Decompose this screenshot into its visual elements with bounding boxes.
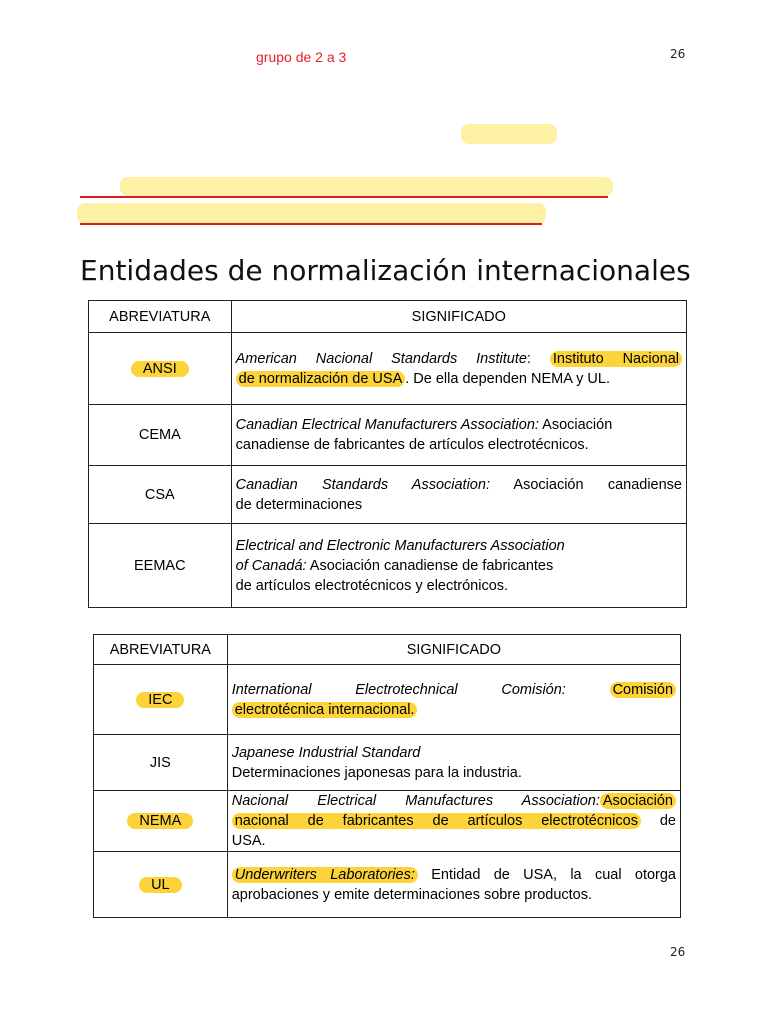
table-row xyxy=(89,524,687,608)
abbr-header: ABREVIATURA xyxy=(89,301,232,333)
table-header-row xyxy=(89,301,687,333)
table-row xyxy=(89,333,687,405)
standards-table-1 xyxy=(88,300,687,608)
meaning-cell: International Electrotechnical Comisión: Comisión electrotécnica internacional. xyxy=(227,665,680,735)
table-row xyxy=(89,466,687,524)
red-underline xyxy=(80,196,608,198)
page-number-bottom: 26 xyxy=(670,945,686,959)
meaning-cell: Underwriters Laboratories: Entidad de USA, la cual otorga aprobaciones y emite determinaciones sobre productos. xyxy=(227,852,680,918)
table-row xyxy=(94,791,681,852)
highlight-mark xyxy=(77,203,546,224)
meaning-header: SIGNIFICADO xyxy=(231,301,686,333)
table-header-row xyxy=(94,635,681,665)
table-row xyxy=(94,852,681,918)
abbr-cell: CSA xyxy=(89,466,232,524)
meaning-header: SIGNIFICADO xyxy=(227,635,680,665)
meaning-cell: Canadian Electrical Manufacturers Association: Asociación canadiense de fabricantes de artículos electrotécnicos. xyxy=(231,405,686,466)
group-note: grupo de 2 a 3 xyxy=(256,49,347,65)
standards-table-2 xyxy=(93,634,681,918)
meaning-cell: Nacional Electrical Manufactures Association: Asociación nacional de fabricantes de artículos electrotécnicos de USA. xyxy=(227,791,680,852)
meaning-cell: American Nacional Standards Institute: Instituto Nacional de normalización de USA . De ella dependen NEMA y UL. xyxy=(231,333,686,405)
meaning-cell: Japanese Industrial Standard Determinaciones japonesas para la industria. xyxy=(227,735,680,791)
abbr-header: ABREVIATURA xyxy=(94,635,228,665)
table-row xyxy=(94,735,681,791)
abbr-cell: NEMA xyxy=(94,791,228,852)
page-number-top: 26 xyxy=(670,47,686,61)
abbr-cell: UL xyxy=(94,852,228,918)
meaning-cell: Canadian Standards Association: Asociación canadiense de determinaciones xyxy=(231,466,686,524)
highlight-mark xyxy=(120,177,613,196)
highlight-mark xyxy=(461,124,557,144)
abbr-cell: EEMAC xyxy=(89,524,232,608)
table-row xyxy=(94,665,681,735)
abbr-cell: IEC xyxy=(94,665,228,735)
abbr-cell: CEMA xyxy=(89,405,232,466)
page-title: Entidades de normalización internacionales xyxy=(80,254,691,287)
abbr-cell: ANSI xyxy=(89,333,232,405)
red-underline xyxy=(80,223,542,225)
abbr-cell: JIS xyxy=(94,735,228,791)
meaning-cell: Electrical and Electronic Manufacturers Association of Canadá: Asociación canadiense de fabricantes de artículos electrotécnicos y electrónicos. xyxy=(231,524,686,608)
table-row xyxy=(89,405,687,466)
